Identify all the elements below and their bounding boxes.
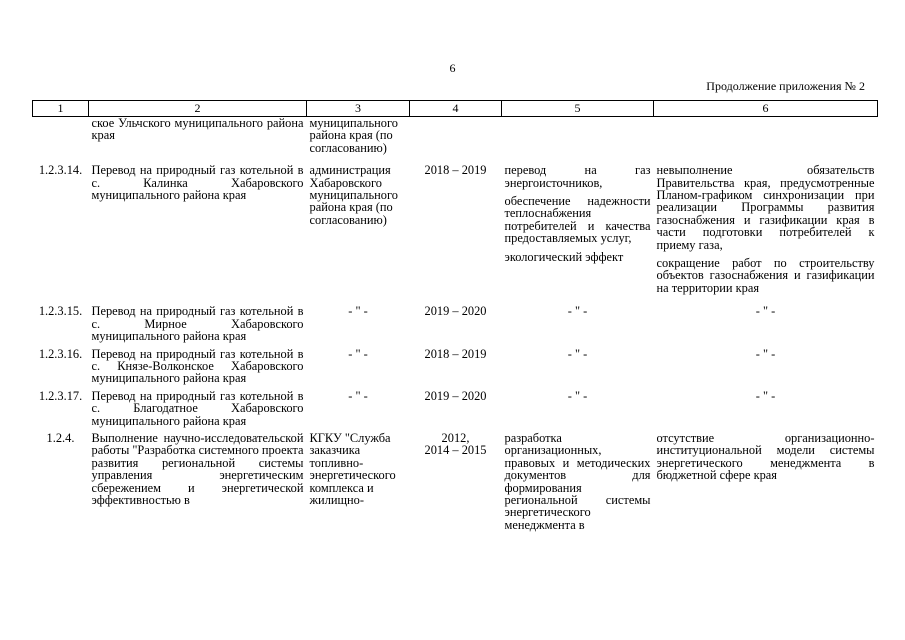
- col-header-1: 1: [33, 101, 89, 117]
- col-header-2: 2: [89, 101, 307, 117]
- plan-table: [32, 100, 878, 531]
- executor: администрация Хабаровского муниципального района края (по согласованию): [309, 163, 398, 227]
- header-row: [33, 101, 878, 117]
- executor: - " -: [348, 304, 368, 319]
- page-number: 6: [449, 61, 456, 75]
- row-number: [33, 117, 89, 165]
- col-header-4: 4: [410, 101, 502, 117]
- executor: КГКУ "Служба заказчика топливно-энергетического комплекса и жилищно-: [309, 430, 396, 507]
- consequence: [654, 117, 878, 165]
- result-item: перевод на газ энергоисточников,: [504, 163, 651, 190]
- years: 2019 – 2020: [424, 304, 487, 319]
- years: [410, 117, 502, 165]
- years: 2019 – 2020: [424, 388, 487, 403]
- result-item: экологический эффект: [504, 249, 624, 264]
- years: 2012, 2014 – 2015: [424, 430, 487, 458]
- row-number: 1.2.4.: [46, 430, 75, 445]
- table-row: [33, 390, 878, 432]
- years: 2018 – 2019: [424, 346, 487, 361]
- row-number: 1.2.3.16.: [38, 346, 83, 361]
- table-row: [33, 164, 878, 305]
- continuation-label: Продолжение приложения № 2: [706, 79, 865, 93]
- table-row: [33, 305, 878, 347]
- col-header-5: 5: [502, 101, 654, 117]
- consequence: - " -: [755, 304, 776, 319]
- col-header-3: 3: [307, 101, 410, 117]
- row-number: 1.2.3.14.: [38, 163, 83, 178]
- activity-name: Выполнение научно-исследовательской работы "Разработка системного проекта развития региональной системы управления энергетическим сбережением и энергетической эффективностью в: [91, 430, 304, 507]
- consequence: - " -: [755, 388, 776, 403]
- consequence-item: сокращение работ по строительству объектов газоснабжения и газификации на территории края: [656, 256, 875, 295]
- consequence-item: невыполнение обязательств Правительства края, предусмотренные Планом-графиком синхронизации при реализации Программы развития газоснабжения и газификации края в части подготовки потребителей к приему газа,: [656, 163, 875, 252]
- expected-result: - " -: [567, 304, 588, 319]
- col-header-6: 6: [654, 101, 878, 117]
- table-row: [33, 348, 878, 390]
- result-item: обеспечение надежности теплоснабжения потребителей и качества предоставляемых услуг,: [504, 194, 651, 246]
- consequence: - " -: [755, 346, 776, 361]
- expected-result: [502, 117, 654, 165]
- executor: муниципального района края (по согласованию): [309, 116, 398, 155]
- expected-result: - " -: [567, 346, 588, 361]
- activity-name: Перевод на природный газ котельной в с. Князе-Волконское Хабаровского муниципального района края: [91, 346, 304, 386]
- row-number: 1.2.3.15.: [38, 304, 83, 319]
- executor: - " -: [348, 346, 368, 361]
- expected-result: [502, 164, 654, 305]
- table-row: [33, 117, 878, 165]
- activity-name: Перевод на природный газ котельной в с. Мирное Хабаровского муниципального района края: [91, 304, 304, 344]
- activity-name: Перевод на природный газ котельной в с. Калинка Хабаровского муниципального района края: [91, 163, 304, 203]
- years: 2018 – 2019: [424, 163, 487, 178]
- consequence: отсутствие организационно-институциональной модели системы энергетического менеджмента в бюджетной сфере края: [656, 430, 875, 483]
- activity-name: Перевод на природный газ котельной в с. Благодатное Хабаровского муниципального района края: [91, 388, 304, 428]
- table-row: [33, 432, 878, 531]
- activity-name: ское Ульчского муниципального района края: [91, 116, 304, 143]
- expected-result: разработка организационных, правовых и методических документов для формирования региональной системы энергетического менеджмента в: [504, 430, 651, 532]
- executor: - " -: [348, 388, 368, 403]
- expected-result: - " -: [567, 388, 588, 403]
- row-number: 1.2.3.17.: [38, 388, 83, 403]
- consequence: [654, 164, 878, 305]
